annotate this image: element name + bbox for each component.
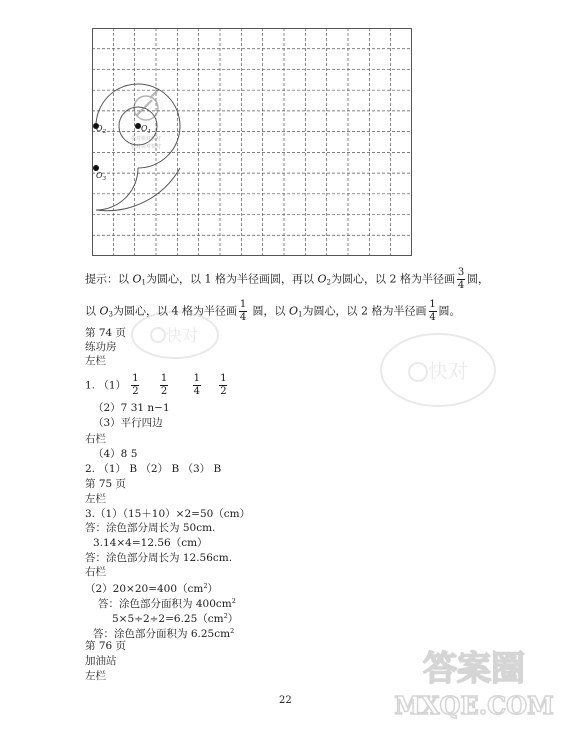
section-title: 加油站 [85, 655, 117, 667]
column-label: 右栏 [85, 566, 106, 578]
grid-lines [92, 28, 412, 256]
fraction: $\frac{1}{2}$ [160, 373, 168, 397]
answer-line: 答：涂色部分面积为 $400cm^2$ [98, 597, 236, 610]
hint-text: 提示：以 [85, 272, 133, 286]
svg-text:快对: 快对 [428, 359, 468, 383]
fraction: $\frac{1}{4}$ [193, 373, 200, 397]
fraction: $\frac{1}{4}$ [429, 299, 436, 323]
answer-line: 答：涂色部分周长为 12.56cm. [85, 552, 233, 564]
page-ref-76: 第 76 页 [85, 640, 127, 652]
fraction: $\frac{1}{4}$ [239, 299, 247, 323]
q3-2: $(2)20\times 20=400(cm^2)$ [85, 582, 219, 595]
column-label: 左栏 [85, 670, 106, 682]
q3-1: 3.（1）（15＋10）×2=50（cm） [85, 508, 251, 520]
page-ref-74: 第 74 页 [85, 327, 127, 339]
answer-line: 答：涂色部分面积为 $6.25cm^2$ [93, 627, 235, 640]
stamp-text-1: 快对快对快对 [130, 136, 162, 142]
stamp-text-2: 快对快对快对 [130, 144, 162, 150]
calc-line: 3.14×4=12.56（cm） [93, 537, 208, 549]
hint-line-2: 以 $O_3$为圆心，以 4 格为半径画 $\frac{1}{4}$ 圆，以 $O_1$为圆心，以 2 格为半径画 $\frac{1}{4}$ 圆。 [85, 299, 461, 323]
grid-border [93, 29, 412, 256]
column-label: 左栏 [85, 493, 106, 505]
fraction: $\frac{1}{2}$ [132, 373, 139, 397]
calc-line: $5\times 5\div 2\div 2=6.25(cm^2)$ [112, 612, 239, 625]
watermark-stamp-left [130, 310, 220, 364]
page-number: 22 [279, 695, 292, 706]
column-label: 右栏 [85, 433, 106, 445]
q1-3: （3）平行四边 [93, 417, 163, 429]
label-o3: $O_3$ [96, 171, 107, 182]
svg-text:答案圈: 答案圈 [423, 649, 525, 689]
answer-line: 答：涂色部分周长为 50cm. [85, 522, 216, 534]
q1-4: （4）8 5 [93, 448, 138, 460]
page-ref-75: 第 75 页 [85, 478, 127, 490]
label-o1: $O_1$ [141, 124, 152, 135]
q2: 2. （1） B （2） B （3） B [85, 463, 222, 475]
fraction: $\frac{3}{4}$ [457, 267, 465, 291]
svg-text:快对: 快对 [165, 326, 199, 345]
column-label: 左栏 [85, 355, 106, 367]
q1-1: 1. （1） $\frac{1}{2}$ $\frac{1}{2}$ $\frac{1}{4}$ $\frac{1}{2}$ [85, 373, 227, 397]
svg-text:MXQE.COM: MXQE.COM [394, 691, 554, 720]
grid-svg [92, 28, 412, 256]
fraction: $\frac{1}{2}$ [220, 373, 227, 397]
q1-2: （2）7 31 n−1 [93, 402, 170, 414]
label-o2: $O_2$ [96, 124, 107, 135]
watermark-corner-logo [389, 642, 559, 726]
watermark-stamp-right [378, 330, 498, 414]
hint-line-1: 提示：以 $O_1$为圆心，以 1 格为半径画圆，再以 $O_2$为圆心，以 2 格为半径画 $\frac{3}{4}$ 圆， [85, 267, 489, 291]
hint-o: O [132, 272, 142, 286]
section-title: 练功房 [85, 341, 117, 353]
grid-figure [92, 28, 412, 260]
